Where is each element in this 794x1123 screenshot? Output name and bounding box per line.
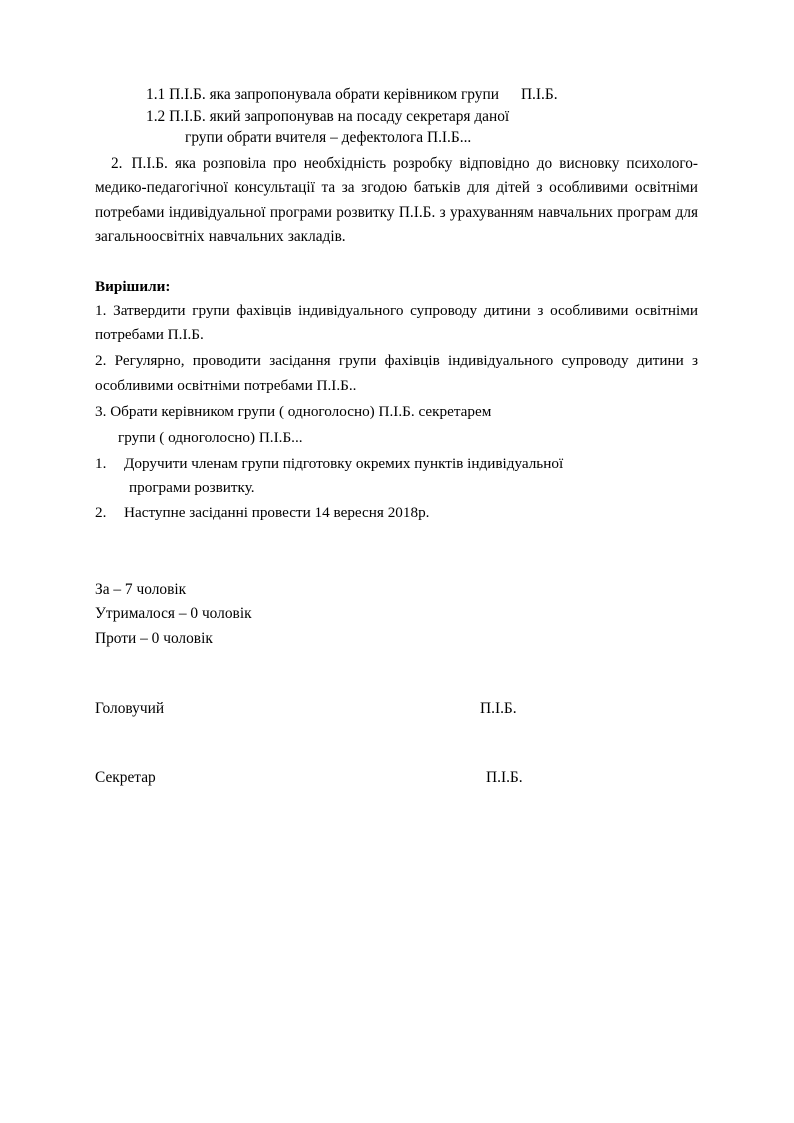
votes-for: За – 7 чоловік [95,580,187,598]
decision-marker: 3. [95,403,107,421]
signature-row-secretary [95,767,698,836]
decision-item [95,299,698,348]
decision-continuation-line [95,426,698,450]
sub-item-text: П.І.Б. який запропонував на посаду секретаря даної [169,107,510,125]
sub-item-text: П.І.Б. яка запропонувала обрати керівником групи [169,86,499,103]
vote-results [95,578,698,652]
sub-item-line [95,84,698,106]
document-body [95,84,698,836]
task-text: Доручити членам групи підготовку окремих пунктів індивідуальної [124,454,564,472]
task-marker: 1. [95,454,107,472]
task-text: Наступне засіданні провести 14 вересня 2018р. [124,504,430,522]
decisions-heading: Вирішили: [95,277,171,295]
signature-name: П.І.Б. [480,700,517,718]
main-paragraph [95,152,698,250]
task-item [95,501,698,525]
decision-continuation-text: групи ( одноголосно) П.І.Б... [118,429,303,447]
task-item [95,452,698,501]
signature-role: Секретар [95,769,156,787]
task-continuation-text: програми розвитку. [129,478,255,496]
decision-item [95,400,698,424]
task-marker: 2. [95,504,107,522]
tasks-list [95,452,698,526]
decision-text: Регулярно, проводити засідання групи фахівців індивідуального супроводу дитини з особливими освітніми потребами П.І.Б.. [95,352,698,394]
votes-against: Проти – 0 чоловік [95,629,213,647]
main-paragraph-number: 2. [111,154,123,172]
sub-item-number: 1.2 [146,107,166,125]
sub-item-line [95,106,698,128]
signature-role: Головучий [95,700,165,718]
decision-text: Обрати керівником групи ( одноголосно) П.І.Б. секретарем [110,403,492,421]
decision-marker: 1. [95,301,107,319]
signature-block [95,698,698,836]
decision-text: Затвердити групи фахівців індивідуального супроводу дитини з особливими освітніми потребами П.І.Б. [95,301,699,344]
signature-name: П.І.Б. [486,769,523,787]
sub-item-number: 1.1 [146,86,166,103]
sub-item-continuation-line: групи обрати вчителя – дефектолога П.І.Б... [185,129,472,146]
decision-marker: 2. [95,352,107,370]
votes-abstained: Утрималося – 0 чоловік [95,605,252,623]
decision-item [95,349,698,398]
main-paragraph-text: П.І.Б. яка розповіла про необхідність розробку відповідно до висновку психолого-медико-педагогічної консультації та за згодою батьків для дітей з особливими освітніми потребами індивідуальної програми розвитку П.І.Б. з урахуванням навчальних програм для загальноосвітніх навчальних закладів. [95,154,698,246]
sub-item-trailing-name: П.І.Б. [520,86,558,103]
signature-row-chairperson [95,698,698,767]
